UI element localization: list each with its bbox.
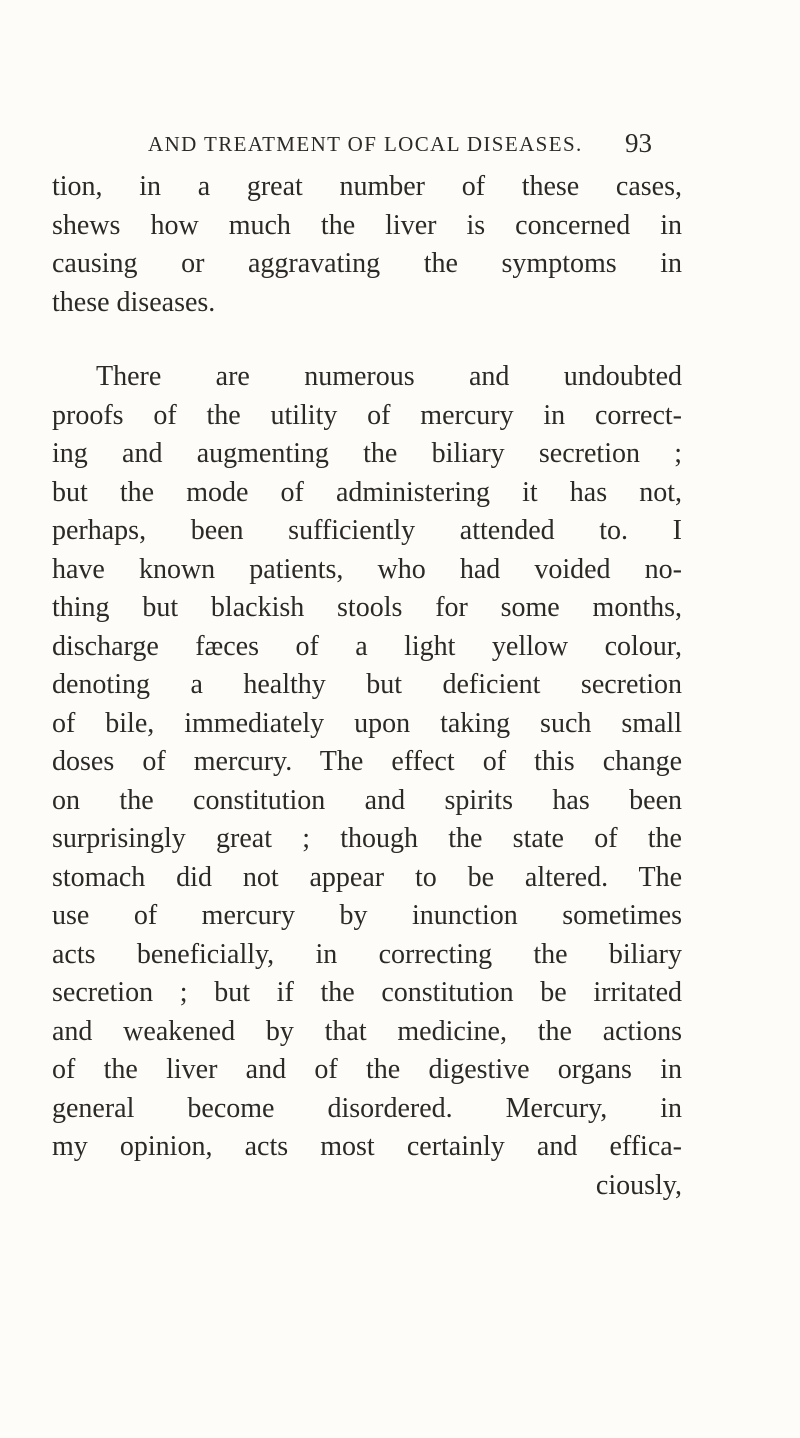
paragraph <box>52 358 682 1205</box>
text-line: and weakened by that medicine, the actions <box>52 1015 682 1047</box>
text-line: on the constitution and spirits has been <box>52 784 682 816</box>
text-line: perhaps, been sufficiently attended to. I <box>52 515 682 546</box>
text-line: surprisingly great ; though the state of the <box>52 823 682 854</box>
text-line: thing but blackish stools for some months, <box>52 592 682 623</box>
text-line: There are numerous and undoubted <box>96 361 682 392</box>
catchword-line: ciously, <box>595 1169 682 1201</box>
page-header <box>148 128 652 164</box>
text-line: secretion ; but if the constitution be irritated <box>52 977 682 1008</box>
text-line: of the liver and of the digestive organs in <box>52 1054 682 1085</box>
text-line: but the mode of administering it has not, <box>52 476 682 508</box>
text-line: shews how much the liver is concerned in <box>52 209 682 241</box>
text-line: have known patients, who had voided no- <box>52 553 682 585</box>
text-line: causing or aggravating the symptoms in <box>52 248 682 279</box>
page-number: 93 <box>625 128 652 158</box>
text-line: stomach did not appear to be altered. The <box>52 861 682 893</box>
text-line: discharge fæces of a light yellow colour, <box>52 630 682 662</box>
paragraph-gap <box>52 322 682 358</box>
body-text <box>52 168 682 1205</box>
text-line: use of mercury by inunction sometimes <box>52 900 682 931</box>
text-line: denoting a healthy but deficient secretion <box>52 669 682 700</box>
text-line: tion, in a great number of these cases, <box>52 171 682 202</box>
paragraph <box>52 168 682 322</box>
text-line: proofs of the utility of mercury in correct- <box>52 399 682 431</box>
text-line: general become disordered. Mercury, in <box>52 1092 682 1124</box>
text-line: doses of mercury. The effect of this change <box>52 746 682 777</box>
text-line: of bile, immediately upon taking such small <box>52 707 682 739</box>
text-line: acts beneficially, in correcting the biliary <box>52 938 682 970</box>
running-head: AND TREATMENT OF LOCAL DISEASES. <box>148 132 583 156</box>
text-line: ing and augmenting the biliary secretion ; <box>52 438 682 469</box>
text-line: these diseases. <box>52 286 216 318</box>
text-line: my opinion, acts most certainly and effica- <box>52 1131 682 1162</box>
